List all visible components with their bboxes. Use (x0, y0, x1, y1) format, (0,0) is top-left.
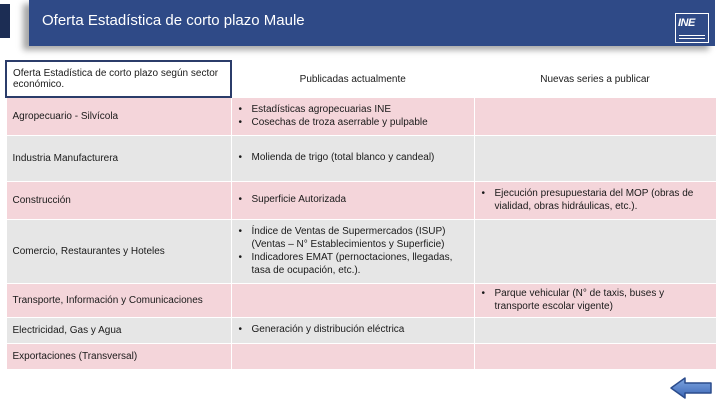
list-item: • Molienda de trigo (total blanco y candeal) (252, 151, 468, 164)
published-cell (231, 317, 474, 343)
column-header-new: Nuevas series a publicar (474, 61, 716, 97)
statistics-table-container (5, 60, 715, 368)
sector-cell: Construcción (6, 181, 231, 219)
list-item: • Superficie Autorizada (252, 193, 468, 206)
published-cell (231, 97, 474, 135)
published-cell (231, 181, 474, 219)
list-item: • Ejecución presupuestaria del MOP (obras de vialidad, obras hidráulicas, etc.). (495, 187, 710, 213)
list-item: • Estadísticas agropecuarias INE (252, 103, 468, 116)
published-cell (231, 283, 474, 317)
new-series-cell (474, 181, 716, 219)
published-cell (231, 343, 474, 369)
title-bar (29, 0, 715, 46)
table-row (6, 135, 716, 181)
table-row (6, 97, 716, 135)
published-cell (231, 135, 474, 181)
header-accent-bar (0, 4, 10, 38)
table-row (6, 181, 716, 219)
new-series-cell (474, 97, 716, 135)
sector-cell: Electricidad, Gas y Agua (6, 317, 231, 343)
column-header-sector: Oferta Estadística de corto plazo según sector económico. (6, 61, 231, 97)
ine-logo (675, 13, 709, 43)
logo-underline (679, 35, 705, 39)
list-item: • Cosechas de troza aserrable y pulpable (252, 116, 468, 129)
new-series-cell (474, 219, 716, 283)
sector-cell: Comercio, Restaurantes y Hoteles (6, 219, 231, 283)
table-row (6, 317, 716, 343)
list-item: • Indicadores EMAT (pernoctaciones, llegadas, tasa de ocupación, etc.). (252, 251, 468, 277)
sector-cell: Transporte, Información y Comunicaciones (6, 283, 231, 317)
statistics-table (5, 60, 717, 370)
new-series-cell (474, 343, 716, 369)
table-row (6, 219, 716, 283)
sector-cell: Exportaciones (Transversal) (6, 343, 231, 369)
published-cell (231, 219, 474, 283)
table-row (6, 283, 716, 317)
back-button[interactable] (669, 376, 713, 400)
list-item: • Generación y distribución eléctrica (252, 323, 468, 336)
table-row (6, 343, 716, 369)
column-header-published: Publicadas actualmente (231, 61, 474, 97)
list-item: • Índice de Ventas de Supermercados (ISUP) (Ventas – N° Establecimientos y Superficie) (252, 225, 468, 251)
logo-text: INE (678, 17, 695, 29)
new-series-cell (474, 135, 716, 181)
left-arrow-icon (669, 376, 713, 400)
sector-cell: Agropecuario - Silvícola (6, 97, 231, 135)
new-series-cell (474, 317, 716, 343)
table-header-row (6, 61, 716, 97)
list-item: • Parque vehicular (N° de taxis, buses y transporte escolar vigente) (495, 287, 710, 313)
new-series-cell (474, 283, 716, 317)
page-title: Oferta Estadística de corto plazo Maule (42, 12, 305, 29)
sector-cell: Industria Manufacturera (6, 135, 231, 181)
